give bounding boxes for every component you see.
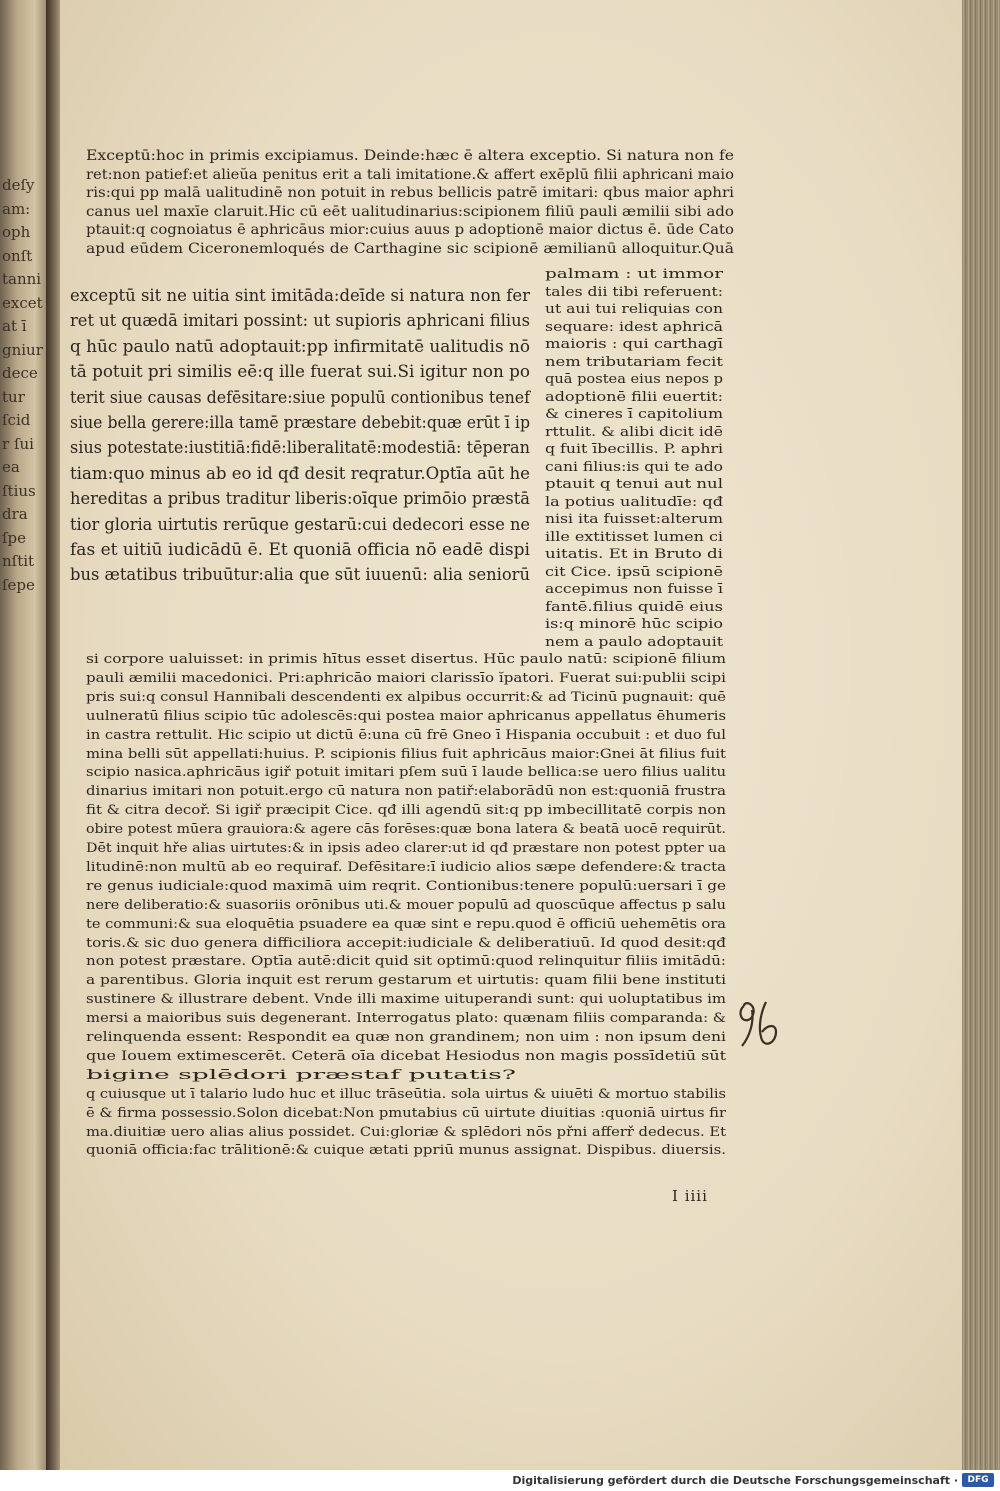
commentary-line: quoniā officia:fac trālitionē:& cuique ætati ppriū munus assignat. Dispibus. diuersis. [86,1143,726,1159]
gloss-line: cani filius:is qui te ado [545,459,723,475]
gloss-line: tales dii tibi referuent: [545,284,723,300]
commentary-line: in castra rettulit. Hic scipio ut dictū ē:una cū frē Gneo ī Hispania occubuit : et duo ful [86,727,726,743]
facing-page-fragment: ſtius [2,481,36,500]
commentary-line: fit & citra decoř. Si igiř præcipit Cice. qđ illi agendū sit:q pp imbecillitatē corpis non [86,803,726,819]
main-text-line: tā potuit pri similis eē:q ille fuerat sui.Si igitur non po [70,362,530,383]
commentary-line: dinarius imitari non potuit.ergo cū natura non patiř:elaborādū non est:quoniā frustra [86,784,726,800]
dfg-logo: DFG [962,1473,994,1487]
main-text-line: terit siue causas defēsitare:siue populū contionibus tenef [70,387,530,408]
commentary-line: relinquenda essent: Respondit ea quæ non grandinem; non uim : non ipsum deni [86,1030,726,1045]
gloss-line: ptauit q tenui aut nul [545,477,723,492]
funding-credit: Digitalisierung gefördert durch die Deutsche Forschungsgemeinschaft · [512,1474,958,1487]
main-text-line: ret ut quædā imitari possint: ut supioris aphricani filius [70,311,530,332]
main-text-line: bus ætatibus tribuūtur:alia que sūt iuuenū: alia seniorū [70,565,530,586]
signature-mark: I iiii [672,1187,708,1205]
commentary-line: pris sui:q consul Hannibali descendenti ex alpibus occurrit:& ad Ticinū pugnauit: quē [86,689,726,705]
facing-page-fragment: ſpe [2,528,27,547]
facing-page-fragment: tur [2,387,25,406]
commentary-line: litudinē:non multū ab eo requiraf. Defēsitare:ī iudicio alios sæpe defendere:& tracta [86,859,726,875]
facing-page-edge [0,0,50,1470]
commentary-line: re genus iudiciale:quod maximā uim reqrit. Contionibus:tenere populū:uersari ī ge [86,878,726,894]
commentary-line: scipio nasica.aphricāus igiř potuit imitari pſem suū ī laude bellica:se uero filius ualitu [86,765,726,781]
gloss-line: adoptionē filii euertit: [545,389,723,405]
facing-page-fragment: onſt [2,246,33,265]
main-text-line: sius potestate:iustitiā:fidē:liberalitatē:modestiā: tēperan [70,438,530,459]
commentary-line: toris.& sic duo genera difficiliora accepit:iudiciale & deliberatiuū. Id quod desit:qđ [86,935,726,951]
commentary-line: ē & firma possessio.Solon dicebat:Non pmutabius cū uirtute diuitias :quoniā uirtus fir [86,1105,726,1121]
top-commentary-line: apud eūdem Ciceronemloqués de Carthagine sic scipionē æmilianū alloquitur.Quā [86,241,734,257]
gloss-line: fantē.filius quidē eius [545,599,723,615]
main-text-line: tior gloria uirtutis rerūque gestarū:cui dedecori esse ne [70,514,530,535]
page-fore-edge [962,0,1000,1470]
facing-page-fragment: am: [2,199,31,218]
commentary-line: ma.diuitiæ uero alias alius possidet. Cui:gloriæ & splēdori nōs přni afferř dedecus. Et [86,1124,726,1140]
main-text-line: hereditas a pribus traditur liberis:oīque primōio præstā [70,489,530,510]
commentary-line: a parentibus. Gloria inquit est rerum gestarum et uirtutis: quam filii bene instituti [86,973,726,989]
gloss-line: is:q minorē hūc scipio [545,617,723,632]
gloss-line: la potius ualitudīe: qđ [545,494,723,510]
gloss-line: q fuit ībecillis. P. aphri [545,442,723,457]
main-text-line: fas et uitiū iudicādū ē. Et quoniā officia nō eadē dispi [70,540,530,560]
facing-page-fragment: ſcid [2,411,31,429]
gloss-line: uitatis. Et in Bruto di [545,547,723,562]
commentary-line: bigine splēdori præstaf putatis? [86,1067,516,1083]
facing-page-fragment: gniur [2,340,43,359]
commentary-line: si corpore ualuisset: in primis hītus esset disertus. Hūc paulo natū: scipionē filium [86,652,726,667]
commentary-line: uulneratū filius scipio tūc adolescēs:qui postea maior aphricanus appellatus ēhumeris [86,708,726,724]
commentary-line: non potest præstare. Optīa autē:dicit quid sit optimū:quod relinquitur filiis imitādū: [86,954,726,970]
commentary-line: que Iouem extimescerēt. Ceterā oīa dicebat Hesiodus non magis possīdetiū sūt [86,1048,726,1064]
gloss-line: nem tributariam fecit [545,354,723,370]
commentary-line: mina belli sūt appellati:huius. P. scipionis filius fuit aphricāus maior:Gnei āt filius fuit [86,746,726,762]
gloss-line: nisi ita fuisset:alterum [545,512,723,527]
top-commentary-line: canus uel maxīe claruit.Hic cū eēt ualitudinarius:scipionem filiū pauli æmilii sibi ado [86,203,734,220]
gloss-line: accepimus non fuisse ī [545,582,723,597]
commentary-line: q cuiusque ut ī talario ludo huc et illuc trāseūtia. sola uirtus & uiuēti & mortuo stabilis [86,1086,726,1102]
facing-page-fragment: dra [2,505,28,523]
gloss-line: ut aui tui reliquias con [545,302,723,317]
main-text-line: siue bella gerere:illa tamē præstare debebit:quæ erūt ī ip [70,413,530,433]
facing-page-fragment: excet [2,293,43,312]
facing-page-fragment: deſy [2,176,35,194]
gloss-line: maioris : qui carthagī [545,337,723,352]
main-text-line: tiam:quo minus ab eo id qđ desit reqratur.Optīa aūt he [70,463,530,484]
facing-page-fragment: r ſui [2,434,34,453]
gloss-line: cit Cice. ipsū scipionē [545,564,723,580]
digitization-footer [0,1470,1000,1491]
facing-page-fragment: tanni [2,270,42,288]
main-text-line: exceptū sit ne uitia sint imitāda:deīde si natura non fer [70,286,530,306]
top-commentary-line: ret:non patief:et alieŭa penitus erit a tali imitatione.& affert exēplū filii aphricani maio [86,166,734,183]
commentary-line: pauli æmilii macedonici. Pri:aphricāo maiori clarissīo ĭpatori. Fuerat sui:publii scipi [86,670,726,686]
gloss-line: quā postea eius nepos p [545,372,723,387]
facing-page-fragment: oph [2,223,31,241]
facing-page-fragment: ſepe [2,575,35,594]
commentary-line: nere deliberatio:& suasoriis orōnibus uti.& mouer populū ad quoscūque affectus p salu [86,897,726,913]
gloss-line: palmam : ut immor [545,267,723,282]
gloss-line: rttulit. & alibi dicit idē [545,424,723,440]
main-text-line: q hūc paulo natū adoptauit:pp infirmitatē ualitudis nō [70,336,530,357]
gloss-line: ille extitisset lumen ci [545,529,723,545]
facing-page-fragment: at ī [2,317,27,335]
facing-page-fragment: dece [2,364,38,382]
commentary-line: sustinere & illustrare debent. Vnde illi maxime uituperandi sunt: qui uoluptatibus im [86,992,726,1008]
gloss-line: nem a paulo adoptauit [545,634,723,650]
gloss-line: & cineres ī capitolium [545,407,723,422]
top-commentary-line: Exceptū:hoc in primis excipiamus. Deinde:hæc ē altera exceptio. Si natura non fe [86,148,734,164]
top-commentary-line: ris:qui pp malā ualitudinē non potuit in rebus bellicis patrē imitari: qbus maior aphri [86,185,734,202]
gloss-line: sequare: idest aphricā [545,319,723,335]
commentary-line: obire potest mūera grauiora:& agere cās forēses:quæ bona latera & beatā uocē requirūt. [86,822,726,838]
facing-page-fragment: nſtit [2,552,35,570]
top-commentary-line: ptauit:q cognoiatus ē aphricāus mior:cuius auus p adoptionē maior dictus ē. ūde Cato [86,222,734,239]
handwritten-folio-number [736,996,782,1050]
commentary-line: te communi:& sua eloquētia psuadere ea quæ sint e repu.quod ē officiū uehemētis ora [86,916,726,932]
facing-page-fragment: ea [2,458,20,476]
commentary-line: mersi a maioribus suis degenerant. Interrogatus plato: quænam filiis comparanda: & [86,1011,726,1027]
commentary-line: Dēt inquit hře alias uirtutes:& in ipsis adeo clarer:ut id qđ præstare non potest ppter ua [86,841,726,856]
